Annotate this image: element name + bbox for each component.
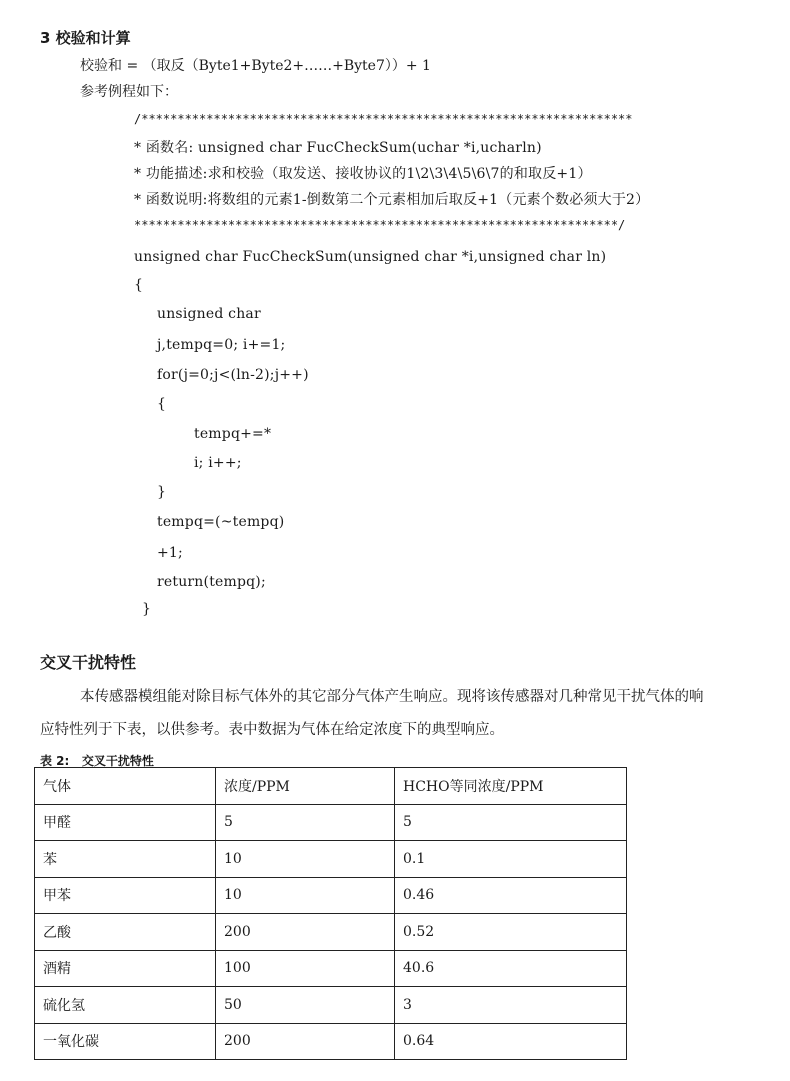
cell-concentration: 5 — [216, 804, 395, 841]
code-inner-open-brace: { — [157, 396, 167, 412]
code-statement-2: i; i++; — [194, 455, 242, 471]
cross-interference-heading: 交叉干扰特性 — [40, 653, 137, 672]
code-close-brace: } — [142, 601, 152, 617]
cell-hcho-equivalent: 5 — [395, 804, 627, 841]
cross-paragraph-line-2: 应特性列于下表，以供参考。表中数据为气体在给定浓度下的典型响应。 — [40, 722, 504, 738]
cell-gas: 甲苯 — [35, 877, 216, 914]
table-row — [35, 1023, 627, 1060]
cell-gas: 酒精 — [35, 950, 216, 987]
cell-hcho-equivalent: 0.46 — [395, 877, 627, 914]
cell-gas: 苯 — [35, 841, 216, 878]
cell-hcho-equivalent: 0.1 — [395, 841, 627, 878]
table-header-row — [35, 768, 627, 805]
cell-gas: 硫化氢 — [35, 987, 216, 1024]
code-signature: unsigned char FucCheckSum(unsigned char *i,unsigned char ln) — [134, 249, 607, 265]
code-statement-1: tempq+=* — [194, 426, 272, 442]
checksum-formula: 校验和 = （取反（Byte1+Byte2+……+Byte7））+ 1 — [80, 58, 431, 74]
cell-hcho-equivalent: 3 — [395, 987, 627, 1024]
header-concentration: 浓度/PPM — [216, 768, 395, 805]
header-hcho-equivalent: HCHO等同浓度/PPM — [395, 768, 627, 805]
cell-concentration: 10 — [216, 877, 395, 914]
code-return: return(tempq); — [157, 574, 266, 590]
table-row — [35, 841, 627, 878]
code-declaration-1: unsigned char — [157, 306, 261, 322]
cell-concentration: 100 — [216, 950, 395, 987]
table-row — [35, 914, 627, 951]
code-comment-note: * 函数说明:将数组的元素1-倒数第二个元素相加后取反+1（元素个数必须大于2） — [134, 192, 650, 208]
code-comment-top: /******************************************************************** — [134, 112, 633, 126]
cell-hcho-equivalent: 0.52 — [395, 914, 627, 951]
cross-interference-table — [34, 767, 627, 1060]
table-caption: 表 2: 交叉干扰特性 — [40, 754, 154, 768]
cell-concentration: 10 — [216, 841, 395, 878]
code-inner-close-brace: } — [157, 484, 167, 500]
cell-gas: 乙酸 — [35, 914, 216, 951]
cell-concentration: 200 — [216, 914, 395, 951]
table-row — [35, 877, 627, 914]
cell-concentration: 50 — [216, 987, 395, 1024]
table-row — [35, 950, 627, 987]
example-intro: 参考例程如下： — [80, 84, 178, 100]
cross-paragraph-line-1: 本传感器模组能对除目标气体外的其它部分气体产生响应。现将该传感器对几种常见干扰气体的响 — [80, 689, 704, 705]
code-declaration-2: j,tempq=0; i+=1; — [157, 337, 286, 353]
cell-concentration: 200 — [216, 1023, 395, 1060]
code-open-brace: { — [134, 277, 144, 293]
code-assign-2: +1; — [157, 545, 183, 561]
cell-hcho-equivalent: 40.6 — [395, 950, 627, 987]
code-assign-1: tempq=(~tempq) — [157, 514, 285, 530]
cell-gas: 一氧化碳 — [35, 1023, 216, 1060]
section-title-checksum: 3 校验和计算 — [40, 29, 131, 47]
code-comment-function: * 函数名: unsigned char FucCheckSum(uchar *i,ucharln) — [134, 140, 542, 156]
cell-hcho-equivalent: 0.64 — [395, 1023, 627, 1060]
code-for-loop: for(j=0;j<(ln-2);j++) — [157, 367, 309, 383]
table-row — [35, 987, 627, 1024]
header-gas: 气体 — [35, 768, 216, 805]
code-comment-description: * 功能描述:求和校验（取发送、接收协议的1\2\3\4\5\6\7的和取反+1） — [134, 166, 592, 182]
table-row — [35, 804, 627, 841]
cell-gas: 甲醛 — [35, 804, 216, 841]
code-comment-bottom: *******************************************************************/ — [134, 218, 626, 232]
